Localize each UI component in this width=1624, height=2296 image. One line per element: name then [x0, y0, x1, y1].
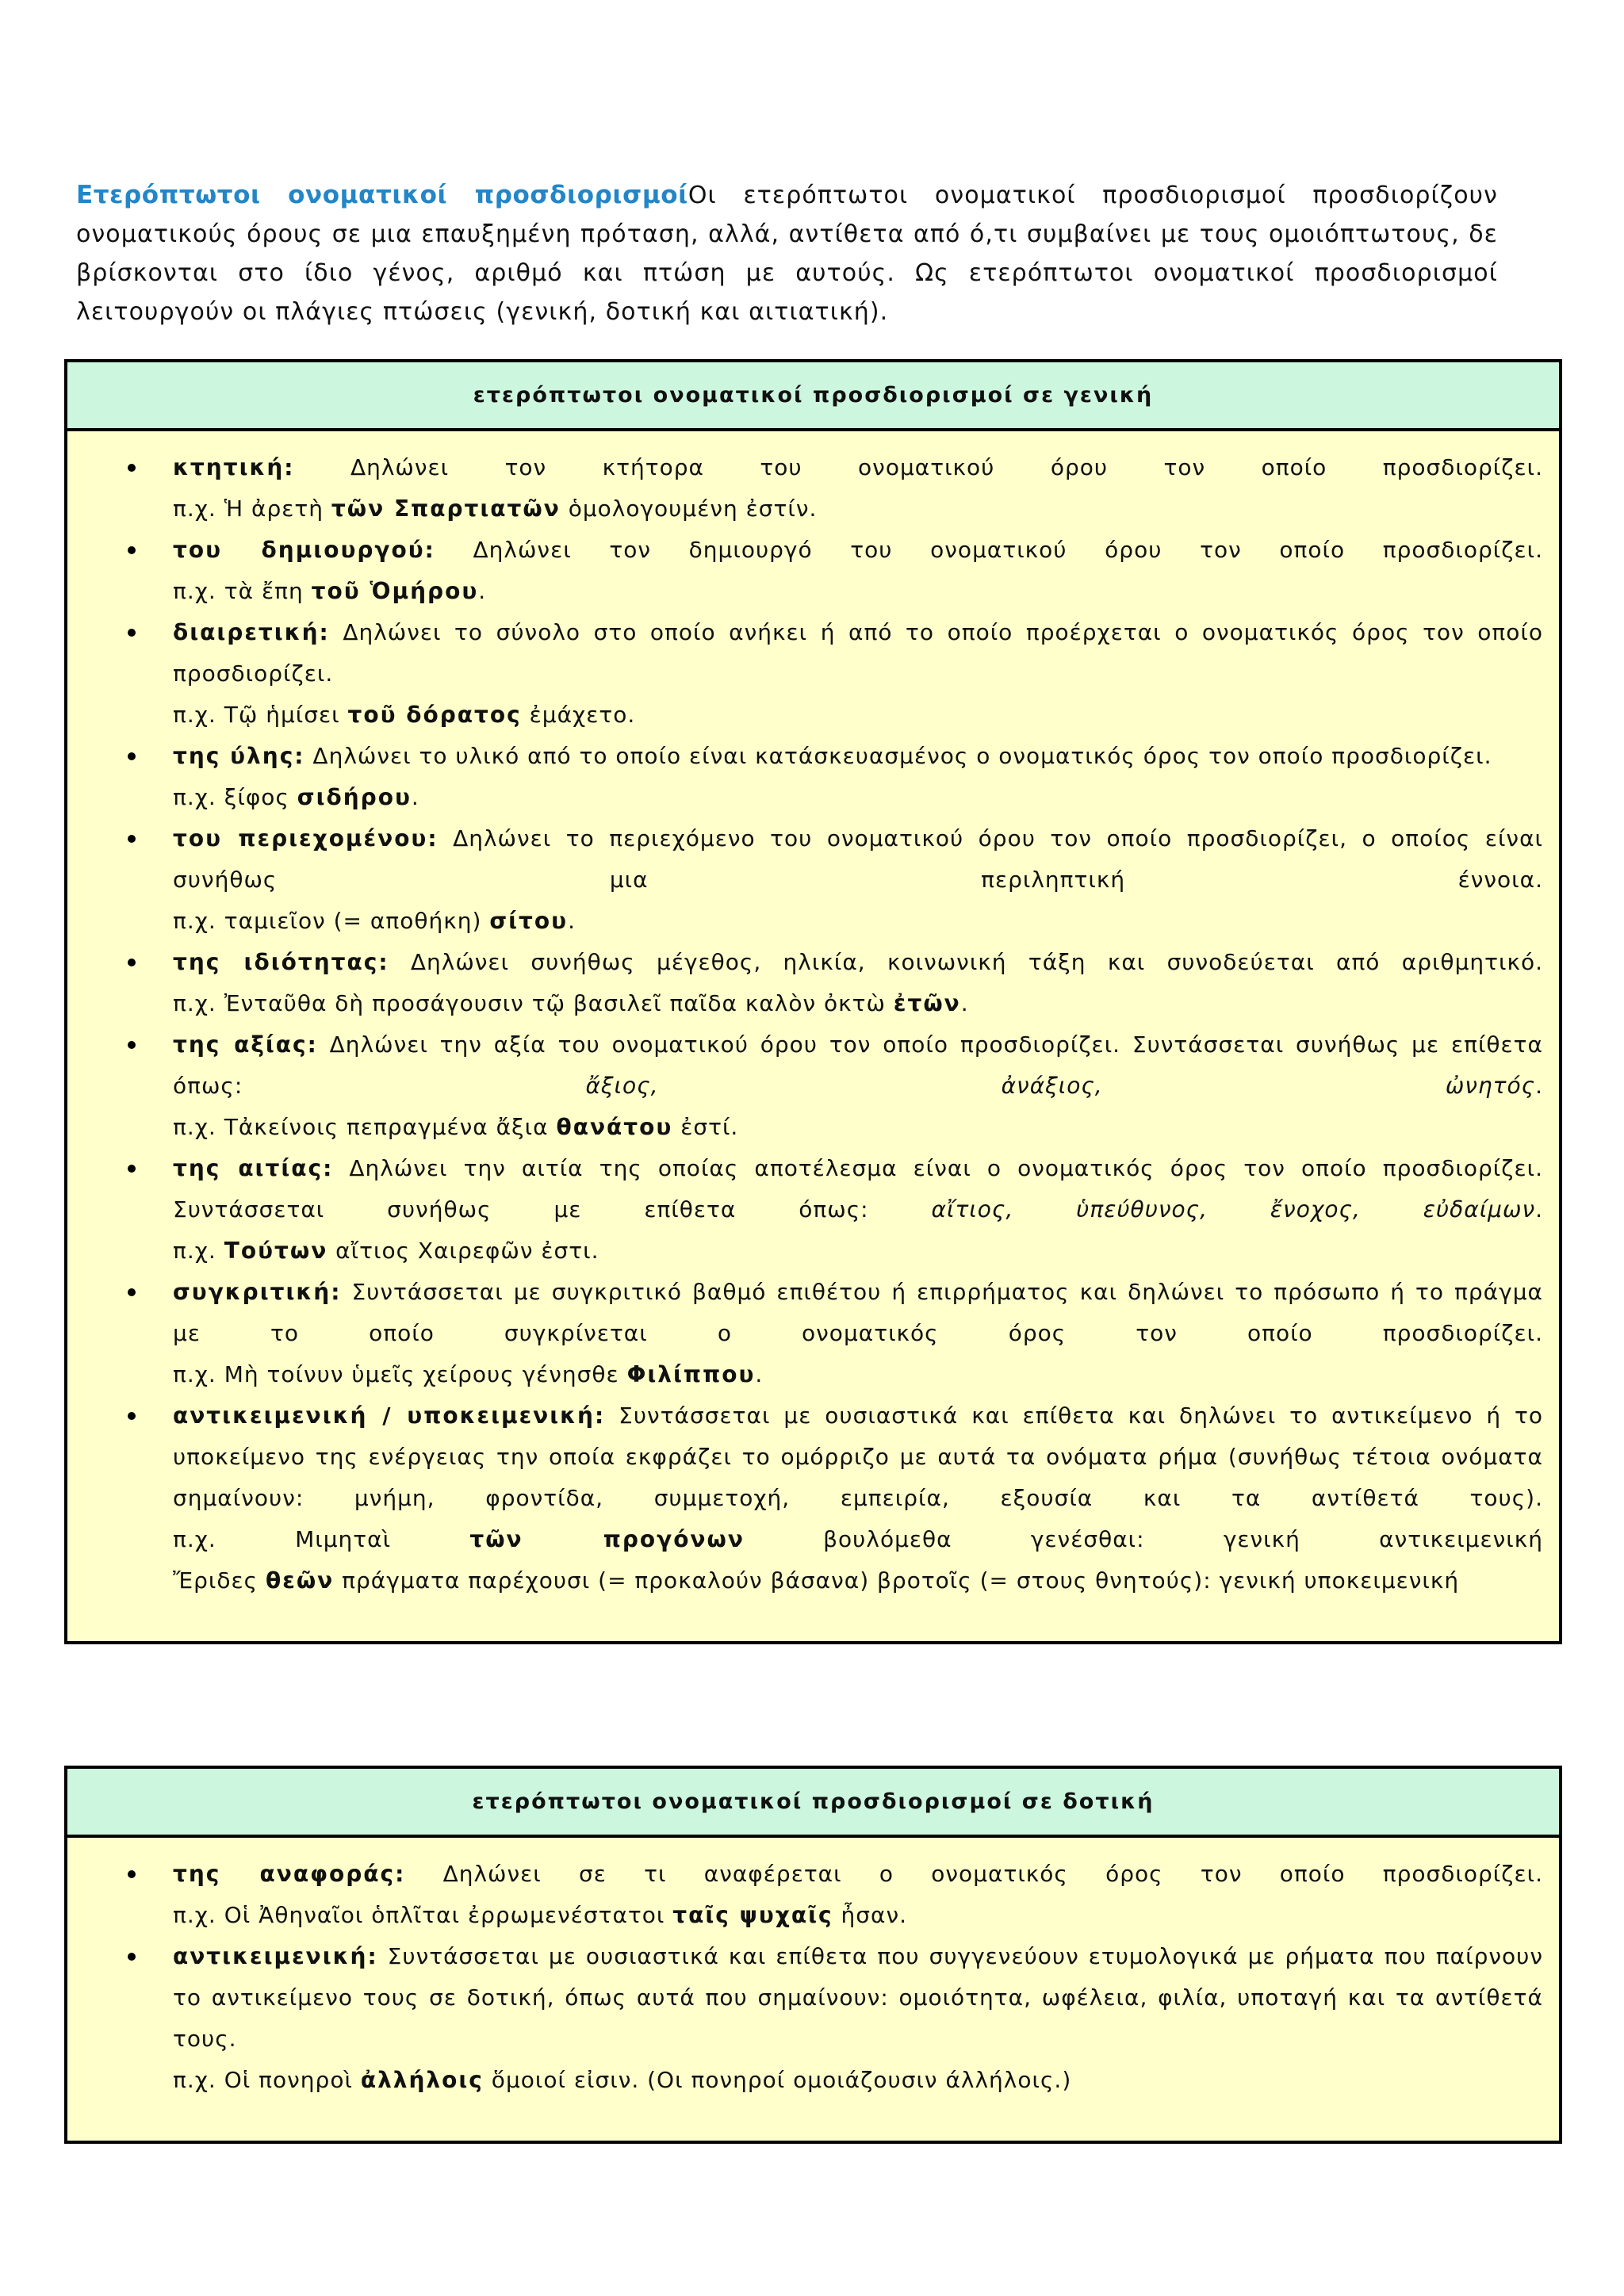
item-definition-text: Συντάσσεται με ουσιαστικά και επίθετα και δηλώνει το αντικείμενο ή το υποκείμενο της ενέργειας την οποία εκφράζει το ομόρριζο με αυτά τα ονόματα ρήμα (συνήθως τέτοια ονόματα σημαίνουν: μνήμη, φροντίδα, συμμετοχή, εμπειρία, εξουσία και τα αντίθετά τους). [173, 1402, 1544, 1511]
item-term: της αναφοράς: [173, 1861, 406, 1887]
item-definition [173, 612, 1543, 695]
item-term: αντικειμενική: [173, 1943, 378, 1969]
dative-item-objective [67, 1936, 1543, 2101]
genitive-item-comparison [67, 1272, 1543, 1395]
item-example [173, 488, 1543, 530]
item-example [173, 695, 1543, 736]
item-example [173, 1560, 1543, 1601]
item-definition-text: Δηλώνει τον δημιουργό του ονοματικού όρου τον οποίο προσδιορίζει. [473, 537, 1544, 563]
item-definition-text: Δηλώνει σε τι αναφέρεται ο ονοματικός όρος τον οποίο προσδιορίζει. [442, 1861, 1543, 1887]
item-definition-text: Δηλώνει την αιτία της οποίας αποτέλεσμα είναι ο ονοματικός όρος τον οποίο προσδιορίζει. Συντάσσεται συνήθως με επίθετα όπως: [173, 1155, 1543, 1223]
item-definition-end: . [1535, 1073, 1543, 1099]
example-text: Μὴ τοίνυν ὑμεῖς χείρους γένησθε [224, 1361, 619, 1387]
example-highlight: Τούτων [224, 1238, 328, 1264]
example-text: Ἐνταῦθα δὴ προσάγουσιν τῷ βασιλεῖ παῖδα καλὸν ὀκτὼ [224, 990, 886, 1016]
bullet-icon [128, 464, 136, 472]
example-prefix: π.χ. [173, 1902, 216, 1928]
item-term: του περιεχομένου: [173, 825, 439, 851]
item-definition-text: Δηλώνει τον κτήτορα του ονοματικού όρου τον οποίο προσδιορίζει. [350, 454, 1543, 480]
example-highlight: σίτου [489, 908, 569, 934]
bullet-icon [128, 959, 136, 966]
example-text: ἐστί. [672, 1114, 739, 1140]
item-definition [173, 447, 1543, 488]
bullet-icon [128, 1412, 136, 1420]
example-text: . [755, 1361, 764, 1387]
item-definition [173, 1024, 1543, 1107]
example-text: Οἱ πονηροὶ [224, 2067, 353, 2093]
example-prefix: π.χ. [173, 908, 216, 934]
example-text: ἐμάχετο. [521, 702, 636, 728]
item-definition-text: Δηλώνει την αξία του ονοματικού όρου τον οποίο προσδιορίζει. Συντάσσεται συνήθως με επίθετα όπως: [173, 1031, 1544, 1099]
item-definition [173, 1936, 1543, 2060]
example-prefix: π.χ. [173, 578, 216, 604]
example-prefix: π.χ. [173, 1526, 216, 1552]
example-highlight: σιδήρου [297, 784, 412, 810]
genitive-list [67, 431, 1559, 1641]
genitive-box [64, 359, 1562, 1644]
dative-box-title: ετερόπτωτοι ονοματικοί προσδιορισμοί σε δοτική [67, 1769, 1559, 1838]
example-text: ξίφος [224, 784, 289, 810]
example-prefix: π.χ. [173, 1361, 216, 1387]
intro-text: Οι ετερόπτωτοι ονοματικοί προσδιορισμοί προσδιορίζουν ονοματικούς όρους σε μια επαυξημένη πρόταση, αλλά, αντίθετα από ό,τι συμβαίνει με τους ομοιόπτωτους, δε βρίσκονται στο ίδιο γένος, αριθμό και πτώση με αυτούς. Ως ετερόπτωτοι ονοματικοί προσδιορισμοί λειτουργούν οι πλάγιες πτώσεις (γενική, δοτική και αιτιατική). [76, 182, 1498, 326]
item-example [173, 1354, 1543, 1395]
bullet-icon [128, 1953, 136, 1961]
example-highlight: τοῦ Ὁμήρου [311, 578, 479, 604]
example-text: Μιμηταὶ [295, 1526, 392, 1552]
item-definition [173, 818, 1543, 901]
item-example [173, 777, 1543, 818]
example-text: . [411, 784, 419, 810]
item-definition [173, 1272, 1543, 1354]
genitive-item-quality [67, 942, 1543, 1024]
example-text: . [568, 908, 576, 934]
bullet-icon [128, 1041, 136, 1049]
genitive-item-objective-subjective [67, 1395, 1543, 1601]
example-prefix: π.χ. [173, 496, 216, 522]
item-term: αντικειμενική / υποκειμενική: [173, 1402, 606, 1429]
item-definition-text: Δηλώνει συνήθως μέγεθος, ηλικία, κοινωνική τάξη και συνοδεύεται από αριθμητικό. [410, 949, 1543, 975]
item-term: κτητική: [173, 454, 295, 480]
item-definition-text: Δηλώνει το περιεχόμενο του ονοματικού όρου τον οποίο προσδιορίζει, ο οποίος είναι συνήθως μια περιληπτική έννοια. [173, 825, 1543, 893]
example-prefix: π.χ. [173, 990, 216, 1016]
example-text: ἦσαν. [833, 1902, 907, 1928]
example-text: Ἡ ἀρετὴ [224, 496, 324, 522]
item-definition-text: Δηλώνει το σύνολο στο οποίο ανήκει ή από το οποίο προέρχεται ο ονοματικός όρος τον οποίο προσδιορίζει. [173, 619, 1543, 687]
genitive-item-content [67, 818, 1543, 942]
dative-box [64, 1766, 1562, 2144]
example-text: Οἱ Ἀθηναῖοι ὁπλῖται ἐρρωμενέστατοι [224, 1902, 665, 1928]
item-example [173, 1107, 1543, 1148]
genitive-item-value [67, 1024, 1543, 1148]
item-example [173, 2060, 1543, 2101]
item-example [173, 1895, 1543, 1936]
genitive-item-possessive [67, 447, 1543, 530]
example-text: . [960, 990, 969, 1016]
item-term: διαιρετική: [173, 619, 330, 645]
item-example [173, 1230, 1543, 1272]
bullet-icon [128, 835, 136, 843]
item-adjective-list: ἄξιος, ἀνάξιος, ὠνητός [585, 1073, 1536, 1099]
example-highlight: τῶν προγόνων [469, 1526, 745, 1552]
intro-heading: Ετερόπτωτοι ονοματικοί προσδιορισμοί [76, 181, 688, 209]
example-prefix: π.χ. [173, 784, 216, 810]
item-term: της ύλης: [173, 743, 305, 769]
item-term: συγκριτική: [173, 1279, 342, 1305]
genitive-box-title: ετερόπτωτοι ονοματικοί προσδιορισμοί σε γενική [67, 362, 1559, 431]
item-example [173, 901, 1543, 942]
example-text: ὅμοιοί εἰσιν. (Οι πονηροί ομοιάζουσιν άλλήλοις.) [483, 2067, 1072, 2093]
item-definition [173, 1395, 1543, 1519]
item-term: της αξίας: [173, 1031, 318, 1058]
bullet-icon [128, 1870, 136, 1878]
example-text: Τῷ ἡμίσει [224, 702, 340, 728]
example-prefix: π.χ. [173, 1114, 216, 1140]
example-text: Ἔριδες [173, 1567, 259, 1594]
example-highlight: Φιλίππου [626, 1361, 756, 1387]
bullet-icon [128, 546, 136, 554]
dative-item-reference [67, 1854, 1543, 1936]
bullet-icon [128, 1288, 136, 1296]
dative-list [67, 1838, 1559, 2141]
intro-paragraph [76, 176, 1498, 331]
item-definition-end: . [1535, 1196, 1543, 1223]
genitive-item-cause [67, 1148, 1543, 1272]
bullet-icon [128, 1165, 136, 1173]
example-text: αἴτιος Χαιρεφῶν ἐστι. [327, 1238, 599, 1264]
example-highlight: θεῶν [266, 1567, 335, 1594]
item-definition [173, 530, 1543, 571]
genitive-item-partitive [67, 612, 1543, 736]
item-adjective-list: αἴτιος, ὑπεύθυνος, ἔνοχος, εὐδαίμων [931, 1196, 1536, 1223]
example-highlight: τῶν Σπαρτιατῶν [331, 496, 561, 522]
bullet-icon [128, 629, 136, 637]
item-term: της αιτίας: [173, 1155, 334, 1181]
item-term: της ιδιότητας: [173, 949, 389, 975]
item-example [173, 1519, 1543, 1560]
example-highlight: ἐτῶν [893, 990, 961, 1016]
example-text: ὁμολογουμένη ἐστίν. [560, 496, 818, 522]
item-definition [173, 942, 1543, 983]
example-prefix: π.χ. [173, 2067, 216, 2093]
example-highlight: ἀλλήλοις [360, 2067, 484, 2093]
bullet-icon [128, 752, 136, 760]
example-text: πράγματα παρέχουσι (= προκαλούν βάσανα) βροτοῖς (= στους θνητούς): γενική υποκειμενική [334, 1567, 1460, 1594]
genitive-item-creator [67, 530, 1543, 612]
item-example [173, 983, 1543, 1024]
example-text: . [478, 578, 487, 604]
item-definition [173, 1148, 1543, 1230]
item-definition-text: Συντάσσεται με συγκριτικό βαθμό επιθέτου ή επιρρήματος και δηλώνει το πρόσωπο ή το πράγμα με το οποίο συγκρίνεται ο ονοματικός όρος τον οποίο προσδιορίζει. [173, 1279, 1543, 1346]
item-definition [173, 1854, 1543, 1895]
item-definition-text: Συντάσσεται με ουσιαστικά και επίθετα που συγγενεύουν ετυμολογικά με ρήματα που παίρνουν το αντικείμενο τους σε δοτική, όπως αυτά που σημαίνουν: ομοιότητα, ωφέλεια, φιλία, υποταγή και τα αντίθετά τους. [173, 1943, 1543, 2052]
item-term: του δημιουργού: [173, 537, 435, 563]
example-text: Τἀκείνοις πεπραγμένα ἄξια [224, 1114, 549, 1140]
example-highlight: ταῖς ψυχαῖς [672, 1902, 833, 1928]
example-text: βουλόμεθα γενέσθαι: γενική αντικειμενική [744, 1526, 1543, 1552]
item-definition-text: Δηλώνει το υλικό από το οποίο είναι κατάσκευασμένος ο ονοματικός όρος τον οποίο προσδιορίζει. [312, 743, 1492, 769]
example-prefix: π.χ. [173, 1238, 216, 1264]
item-definition [173, 736, 1543, 777]
example-text: ταμιεῖον (= αποθήκη) [224, 908, 482, 934]
example-text: τὰ ἔπη [224, 578, 304, 604]
example-highlight: θανάτου [556, 1114, 673, 1140]
item-example [173, 571, 1543, 612]
genitive-item-material [67, 736, 1543, 818]
example-highlight: τοῦ δόρατος [347, 702, 522, 728]
example-prefix: π.χ. [173, 702, 216, 728]
